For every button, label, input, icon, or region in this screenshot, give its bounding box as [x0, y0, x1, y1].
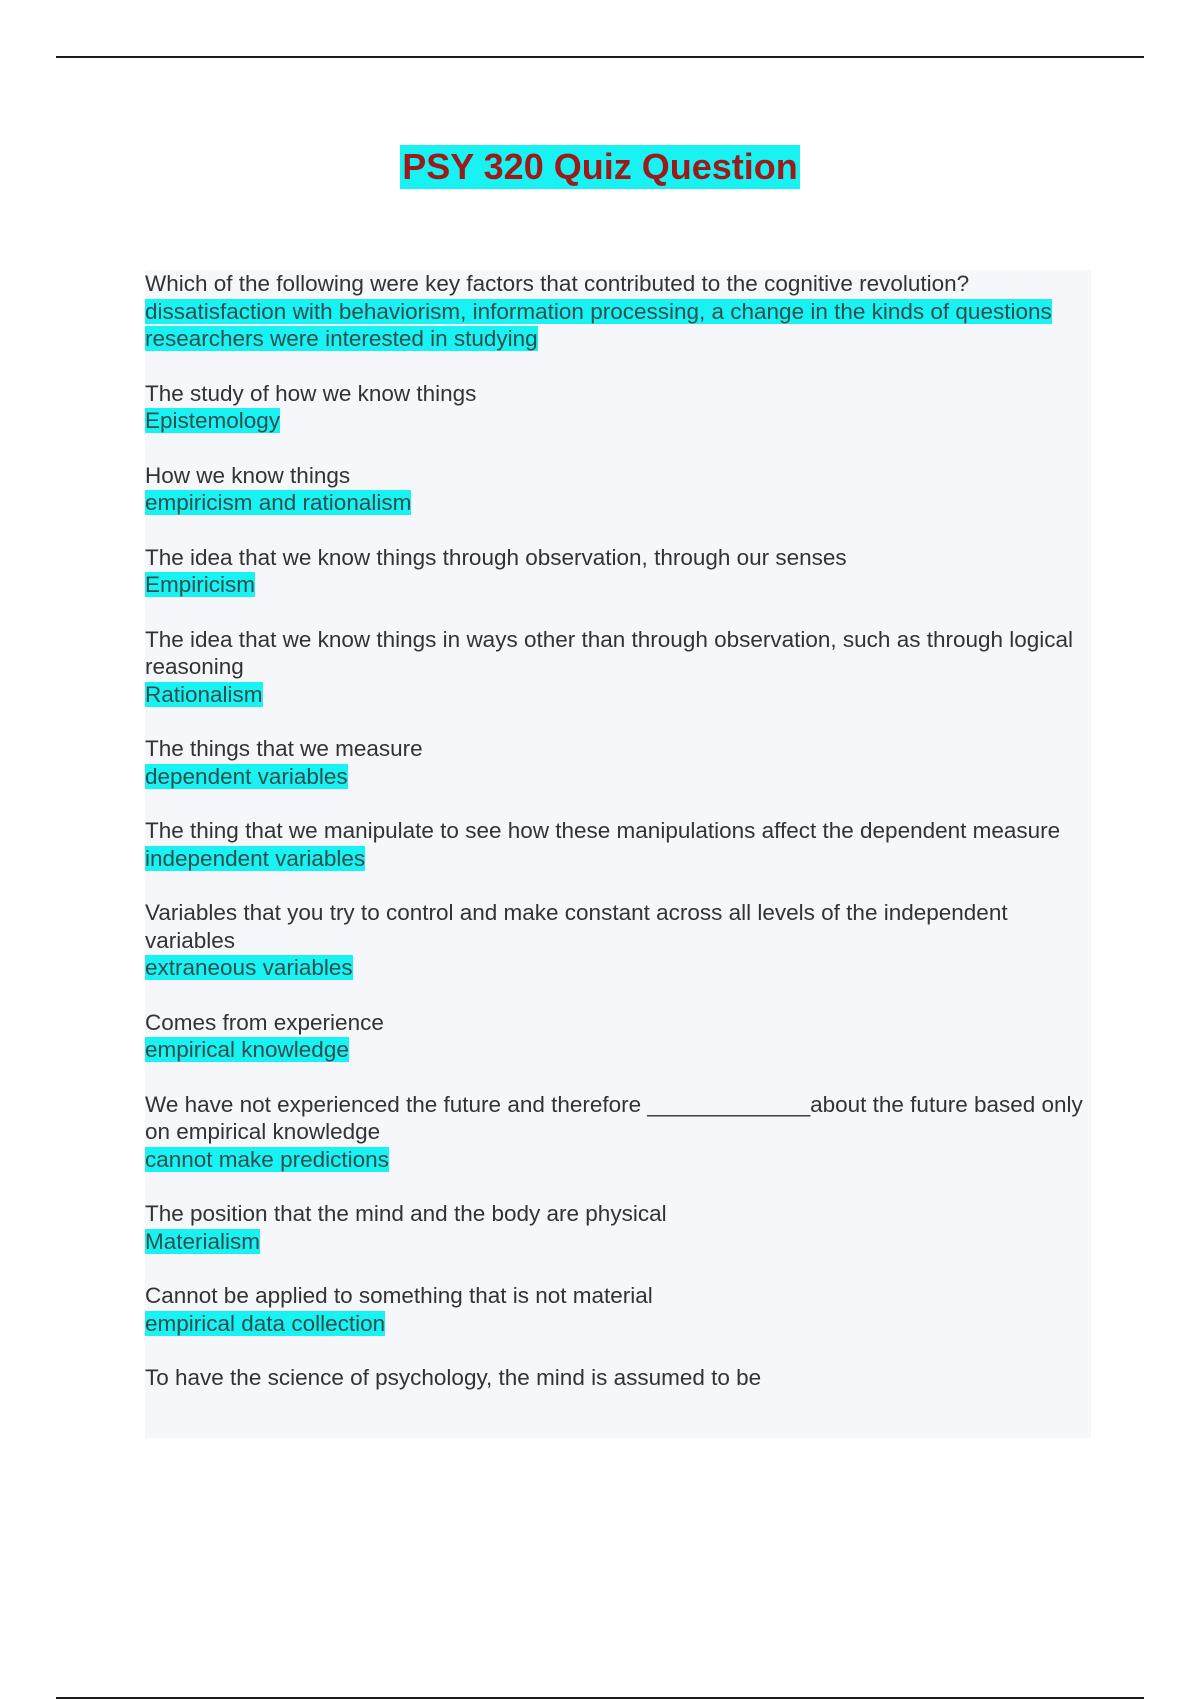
question-text: To have the science of psychology, the mind is assumed to be [145, 1365, 762, 1390]
answer-text: Materialism [145, 1228, 261, 1254]
qa-item [145, 270, 1091, 353]
qa-panel [145, 270, 1091, 1438]
qa-item [145, 1282, 1091, 1337]
qa-item [145, 899, 1091, 982]
question-text: The things that we measure [145, 736, 423, 761]
question-text: The study of how we know things [145, 380, 477, 406]
answer-text: extraneous variables [145, 955, 353, 980]
qa-item [145, 1364, 1091, 1392]
page-title: PSY 320 Quiz Question [402, 146, 798, 187]
qa-item [145, 626, 1091, 709]
answer-text: empirical data collection [145, 1310, 386, 1336]
question-text: We have not experienced the future and therefore _____________about the future based only on empirical knowledge [145, 1091, 1083, 1144]
answer-text: independent variables [145, 845, 366, 871]
answer-text: empirical knowledge [145, 1037, 349, 1062]
qa-item [145, 462, 1091, 517]
answer-text: dissatisfaction with behaviorism, information processing, a change in the kinds of questions researchers were interested in studying [145, 298, 1052, 351]
answer-text: Empiricism [145, 572, 255, 597]
qa-item [145, 544, 1091, 599]
question-text: Cannot be applied to something that is not material [145, 1283, 653, 1308]
qa-item [145, 1009, 1091, 1064]
title-container [0, 145, 1200, 189]
qa-item [145, 1091, 1091, 1174]
question-text: Which of the following were key factors that contributed to the cognitive revolution? [145, 271, 970, 296]
qa-item [145, 817, 1091, 872]
answer-text: cannot make predictions [145, 1146, 389, 1172]
question-text: Comes from experience [145, 1009, 384, 1035]
qa-item [145, 1200, 1091, 1255]
qa-item [145, 380, 1091, 435]
answer-text: empiricism and rationalism [145, 490, 412, 515]
answer-text: Rationalism [145, 681, 263, 707]
question-text: Variables that you try to control and make constant across all levels of the independent variables [145, 900, 1008, 953]
question-text: The position that the mind and the body are physical [145, 1201, 667, 1226]
question-text: The idea that we know things in ways other than through observation, such as through logical reasoning [145, 626, 1074, 679]
answer-text: dependent variables [145, 763, 348, 789]
bottom-rule [56, 1697, 1144, 1699]
question-text: The thing that we manipulate to see how these manipulations affect the dependent measure [145, 818, 1061, 843]
qa-item [145, 735, 1091, 790]
question-text: The idea that we know things through observation, through our senses [145, 544, 847, 570]
top-rule [56, 56, 1144, 58]
question-text: How we know things [145, 462, 351, 488]
answer-text: Epistemology [145, 408, 281, 433]
